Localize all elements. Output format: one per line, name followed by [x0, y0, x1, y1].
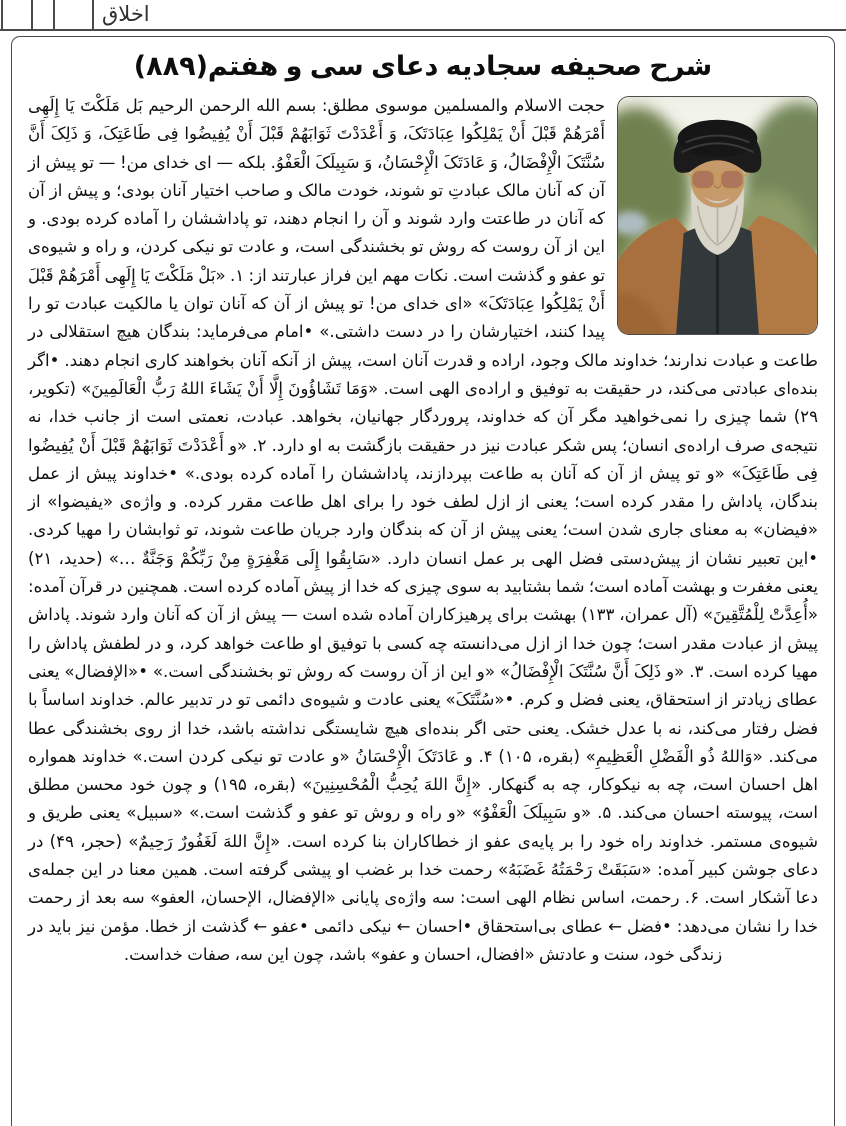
- cleric-portrait-photo: [617, 96, 818, 335]
- category-label: اخلاق: [102, 2, 150, 26]
- article-body: [28, 92, 818, 969]
- portrait-illustration: [618, 97, 817, 334]
- category-bar: [0, 0, 846, 31]
- header-divider: [92, 0, 94, 31]
- header-divider: [31, 0, 33, 31]
- page-title: شرح صحیفه سجادیه دعای سی و هفتم(۸۸۹): [133, 51, 713, 82]
- article-page-box: [11, 36, 835, 1126]
- article-text: حجت الاسلام والمسلمین موسوی مطلق: بسم الله الرحمن الرحیم بَل مَلَکْتَ یَا إِلَهِی أَمْرَهُمْ قَبْلَ أَنْ یَمْلِکُوا عِبَادَتَکَ، وَ أَعْدَدْتَ ثَوَابَهُمْ قَبْلَ أَنْ یُفِیضُوا فِی طَاعَتِکَ، وَ ذَلِکَ أَنَّ سُنَّتَکَ الْإِفْضَالُ، وَ عَادَتَکَ الْإِحْسَانُ، وَ سَبِیلَکَ الْعَفْوُ. بلکه — ای خدای من! — تو پیش از آن که آنان مالک عبادتِ تو شوند، خودت مالک و صاحب اختیار آنان بودی؛ و پیش از آن که آنان در طاعتت وارد شوند و آن را انجام دهند، تو پاداششان را آماده کرده بودی. و این از آن روست که روش تو بخشندگی است، و عادت تو نیکی کردن، و راه و شیوه‌ی تو عفو و گذشت است. نکات مهم این فراز عبارتند از: ۱. «بَلْ مَلَکْتَ یَا إِلَهِی أَمْرَهُمْ قَبْلَ أَنْ یَمْلِکُوا عِبَادَتَکَ» «ای خدای من! تو پیش از آن که آنان توان یا مالکیت عبادت تو را پیدا کنند، اختیارشان را در دست داشتی.» •امام می‌فرماید: بندگان هیچ استقلالی در طاعت و عبادت ندارند؛ خداوند مالک وجود، اراده و قدرت آنان است، پیش از آنکه آنان بخواهند کاری انجام دهند. •اگر بنده‌ای عبادتی می‌کند، در حقیقت به توفیق و اراده‌ی الهی است. «وَمَا تَشَاؤُونَ إِلَّا أَنْ یَشَاءَ اللهُ رَبُّ الْعَالَمِینَ» (تکویر، ۲۹) شما چیزی را نمی‌خواهید مگر آن که خداوند، پروردگار جهانیان، بخواهد. عبادت، نعمتی است از جانب خدا، نه نتیجه‌ی صرف اراده‌ی انسان؛ پس شکر عبادت نیز در حقیقت بازگشت به او دارد. ۲. «و أَعْدَدْتَ ثَوَابَهُمْ قَبْلَ أَنْ یُفِیضُوا فِی طَاعَتِکَ» «و تو پیش از آن که آنان به طاعت بپردازند، پاداششان را آماده کرده بودی.» •خداوند پیش از عمل بندگان، پاداش را مقدر کرده است؛ یعنی از ازل لطف خود را برای اهل طاعت مقرر کرده. و واژه‌ی «یفیضوا» از «فیضان» به معنای جاری شدن است؛ یعنی پیش از آن که بندگان وارد جریان طاعت شوند، تو ثوابشان را مهیا کردی. •این تعبیر نشان از پیش‌دستی فضل الهی بر عمل انسان دارد. «سَابِقُوا إِلَی مَغْفِرَةٍ مِنْ رَبِّکُمْ وَجَنَّةٌ …» (حدید، ۲۱) یعنی مغفرت و بهشت آماده است؛ شما بشتابید به سوی چیزی که خدا از پیش آماده کرده است. همچنین در قرآن آمده: «أُعِدَّتْ لِلْمُتَّقِینَ» (آل عمران، ۱۳۳) بهشت برای پرهیزکاران آماده شده است — پیش از آن که آنان وارد شوند. پاداش پیش از عبادت مقدر است؛ چون خدا از ازل می‌دانسته چه کسی با توفیق او طاعت خواهد کرد، و در لطفش پاداش را مهیا کرده است. ۳. «و ذَلِکَ أَنَّ سُنَّتَکَ الْإِفْضَالُ» «و این از آن روست که روش تو بخشندگی است.» •«الإفضال» یعنی عطای زیادتر از استحقاق، یعنی فضل و کرم. •«سُنَّتَکَ» یعنی عادت و شیوه‌ی دائمی تو در تدبیر عالم. خداوند اساساً با فضل رفتار می‌کند، نه با عدل خشک. یعنی حتی اگر بنده‌ای هیچ شایستگی نداشته باشد، خدا از روی بخشندگی عطا می‌کند. «وَاللهُ ذُو الْفَضْلِ الْعَظِیمِ» (بقره، ۱۰۵) ۴. و عَادَتَکَ الْإِحْسَانُ «و عادت تو نیکی کردن است.» خداوند همواره اهل احسان است، چه به نیکوکار، چه به گنهکار. «إِنَّ اللهَ یُحِبُّ الْمُحْسِنِینَ» (بقره، ۱۹۵) و چون خود محسن مطلق است، پیوسته احسان می‌کند. ۵. «و سَبِیلَکَ الْعَفْوُ» «و راه و روش تو عفو و گذشت است.» «سبیل» یعنی طریق و شیوه‌ی مستمر. خداوند راه خود را بر پایه‌ی عفو از خطاکاران بنا کرده است. «إِنَّ اللهَ لَغَفُورٌ رَحِیمٌ» (حجر، ۴۹) در دعای جوشن کبیر آمده: «سَبَقَتْ رَحْمَتُهُ غَضَبَهُ» رحمت خدا بر غضب او پیشی گرفته است. همین معنا در این جمله‌ی دعا آشکار است. ۶. رحمت، اساس نظام الهی است: سه واژه‌ی پایانی «الإفضال، الإحسان، العفو» سه بعد از رحمت خدا را نشان می‌دهد: •فضل ← عطای بی‌استحقاق •احسان ← نیکی دائمی •عفو ← گذشت از خطا. مؤمن نیز باید در زندگی خود، سنت و عادتش «افضال، احسان و عفو» باشد، چون این سه، صفات خداست.: [28, 96, 819, 964]
- header-divider: [53, 0, 55, 31]
- header-divider: [1, 0, 3, 31]
